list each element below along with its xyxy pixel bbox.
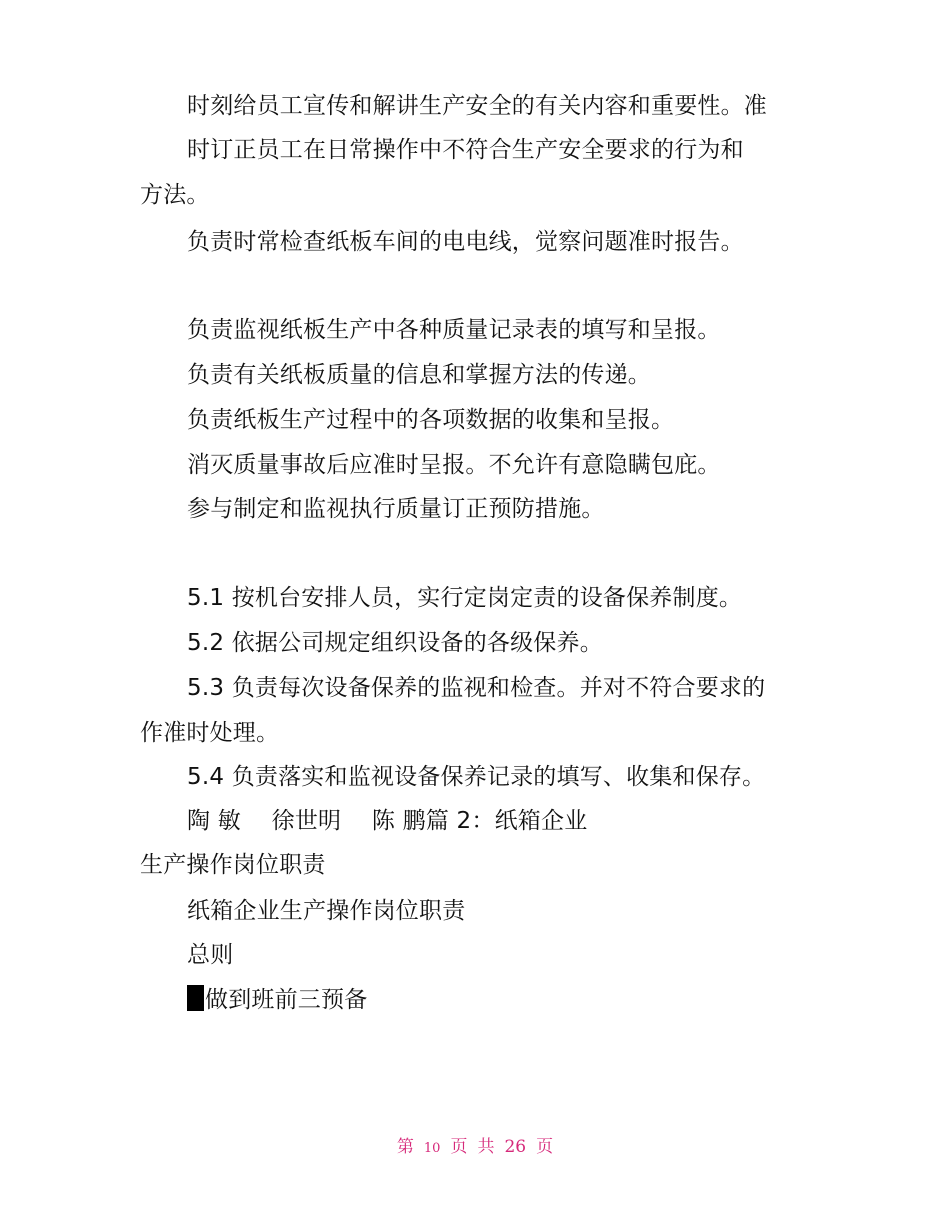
current-page-number: 10 [423,1141,441,1156]
text-line: 参与制定和监视执行质量订正预防措施。 [187,496,605,522]
text-line: 负责时常检查纸板车间的电电线，觉察问题准时报告。 [187,229,744,255]
document-title: 纸箱企业生产操作岗位职责 [187,898,466,924]
text-line: 5.4 负责落实和监视设备保养记录的填写、收集和保存。 [187,764,766,790]
text-line: 时订正员工在日常操作中不符合生产安全要求的行为和 [187,137,744,163]
list-item-text: 做到班前三预备 [205,987,368,1013]
section-heading: 总则 [187,942,234,968]
text-line: 时刻给员工宣传和解讲生产安全的有关内容和重要性。准 [187,93,767,119]
text-line: 消灭质量事故后应准时呈报。不允许有意隐瞒包庇。 [187,452,721,478]
section-title: 生产操作岗位职责 [140,852,326,878]
text-line: 5.1 按机台安排人员，实行定岗定责的设备保养制度。 [187,585,743,611]
text-line: 作准时处理。 [140,720,280,746]
text-line: 方法。 [140,182,210,208]
text-line: 负责有关纸板质量的信息和掌握方法的传递。 [187,362,651,388]
bullet-block-icon [187,985,204,1011]
total-page-count: 26 [504,1137,527,1157]
page-footer [0,1132,950,1157]
signature-line: 陶 敏 徐世明 陈 鹏篇 2：纸箱企业 [187,808,588,834]
text-line: 5.2 依据公司规定组织设备的各级保养。 [187,630,603,656]
footer-di: 第 [396,1137,414,1157]
text-line: 负责纸板生产过程中的各项数据的收集和呈报。 [187,407,675,433]
footer-gong: 共 [477,1137,495,1157]
footer-ye: 页 [450,1137,468,1157]
list-item [187,985,367,1015]
text-line: 5.3 负责每次设备保养的监视和检查。并对不符合要求的 [187,675,766,701]
footer-ye: 页 [536,1137,554,1157]
text-line: 负责监视纸板生产中各种质量记录表的填写和呈报。 [187,317,721,343]
